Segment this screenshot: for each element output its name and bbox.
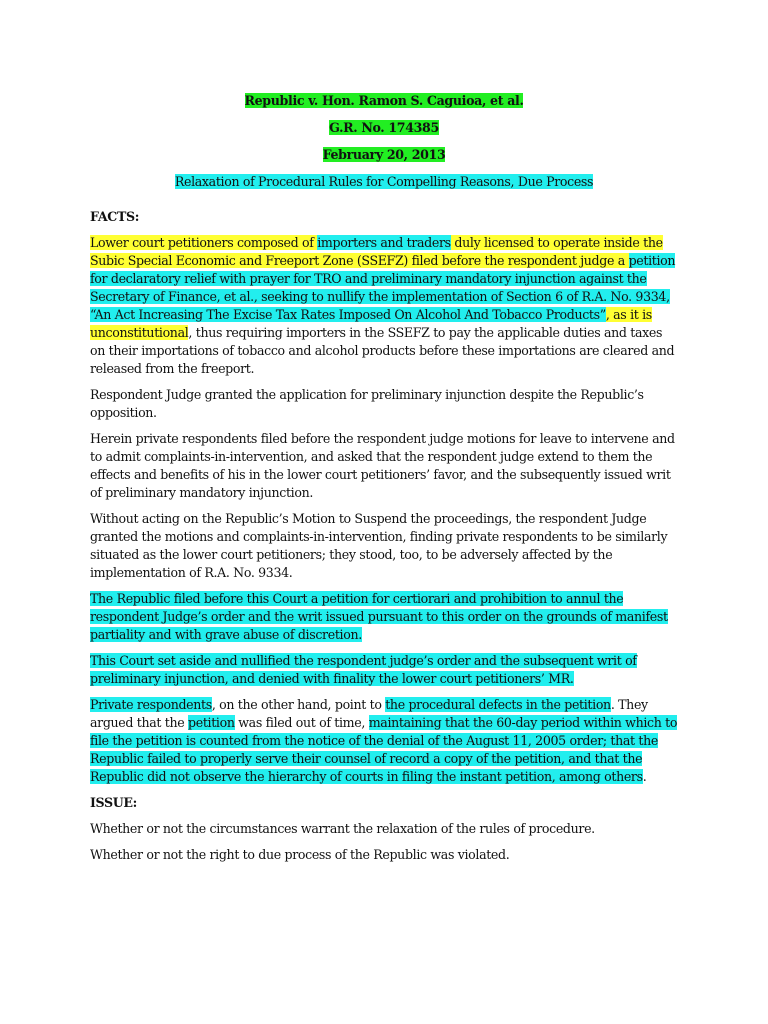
- facts-p7-s7: maintaining that the 60-day period within which to file the petition is counted from the notice of the denial of the August 11, 2005 order; that the Republic failed to properly serve their counsel of record a copy of the petition, and that the Republic did not observe the hierarchy of courts in filing the instant petition, among others: [90, 715, 678, 784]
- issue-heading: ISSUE:: [90, 795, 137, 810]
- facts-p6-text: This Court set aside and nullified the respondent judge’s order and the subsequent writ of preliminary injunction, and denied with finality the lower court petitioners’ MR.: [90, 653, 637, 686]
- facts-p7-s4: . They argued that the: [90, 697, 648, 730]
- facts-paragraph-3: Herein private respondents filed before the respondent judge motions for leave to intervene and to admit complaints-in-intervention, and asked that the respondent judge extend to them the effects and benefits of his in the lower court petitioners’ favor, and the subsequently issued writ of preliminary mandatory injunction.: [90, 431, 675, 500]
- facts-paragraph-1: [90, 234, 678, 378]
- facts-p1-s6: , thus requiring importers in the SSEFZ to pay the applicable duties and taxes on their importations of tobacco and alcohol products before these importations are cleared and released from the freeport.: [90, 325, 675, 376]
- decision-date-line: [90, 146, 678, 164]
- facts-paragraph-6: [90, 652, 678, 688]
- gr-number-line: [90, 119, 678, 137]
- decision-date: February 20, 2013: [322, 147, 446, 162]
- issue-item: Whether or not the circumstances warrant the relaxation of the rules of procedure.: [90, 821, 595, 836]
- facts-paragraph-4: Without acting on the Republic’s Motion to Suspend the proceedings, the respondent Judge granted the motions and complaints-in-intervention, finding private respondents to be similarly situated as the lower court petitioners; they stood, too, to be adversely affected by the implementation of R.A. No. 9334.: [90, 511, 668, 580]
- topic-line: [90, 173, 678, 191]
- facts-heading: FACTS:: [90, 209, 140, 224]
- facts-p7-s6: was filed out of time,: [234, 715, 369, 730]
- facts-paragraph-2: Respondent Judge granted the application for preliminary injunction despite the Republic’s opposition.: [90, 387, 644, 420]
- facts-p1-s2: importers and traders: [317, 235, 451, 250]
- case-topic: Relaxation of Procedural Rules for Compelling Reasons, Due Process: [174, 174, 594, 189]
- facts-p1-s4: petition for declaratory relief with prayer for TRO and preliminary mandatory injunction against the Secretary of Finance, et al., seeking to nullify the implementation of Section 6 of R.A. No. 9334, “An Act Increasing The Excise Tax Rates Imposed On Alcohol And Tobacco Products”: [90, 253, 676, 322]
- facts-p7-s3: the procedural defects in the petition: [385, 697, 611, 712]
- case-title-line: [90, 92, 678, 110]
- facts-paragraph-7: [90, 696, 678, 786]
- facts-p1-s1: Lower court petitioners composed of: [90, 235, 318, 250]
- issue-item: Whether or not the right to due process of the Republic was violated.: [90, 847, 510, 862]
- gr-number: G.R. No. 174385: [329, 120, 439, 135]
- facts-p7-s5: petition: [188, 715, 235, 730]
- facts-paragraph-5: [90, 590, 678, 644]
- facts-p5-text: The Republic filed before this Court a petition for certiorari and prohibition to annul the respondent Judge’s order and the writ issued pursuant to this order on the grounds of manifest partiality and with grave abuse of discretion.: [90, 591, 668, 642]
- facts-p1-s5: , as it is unconstitutional: [90, 307, 652, 340]
- facts-p7-s1: Private respondents: [90, 697, 212, 712]
- facts-p7-s2: , on the other hand, point to: [211, 697, 386, 712]
- facts-p1-s3: duly licensed to operate inside the Subic Special Economic and Freeport Zone (SSEFZ) filed before the respondent judge a: [90, 235, 663, 268]
- facts-p7-s8: .: [642, 769, 647, 784]
- case-title: Republic v. Hon. Ramon S. Caguioa, et al.: [244, 93, 524, 108]
